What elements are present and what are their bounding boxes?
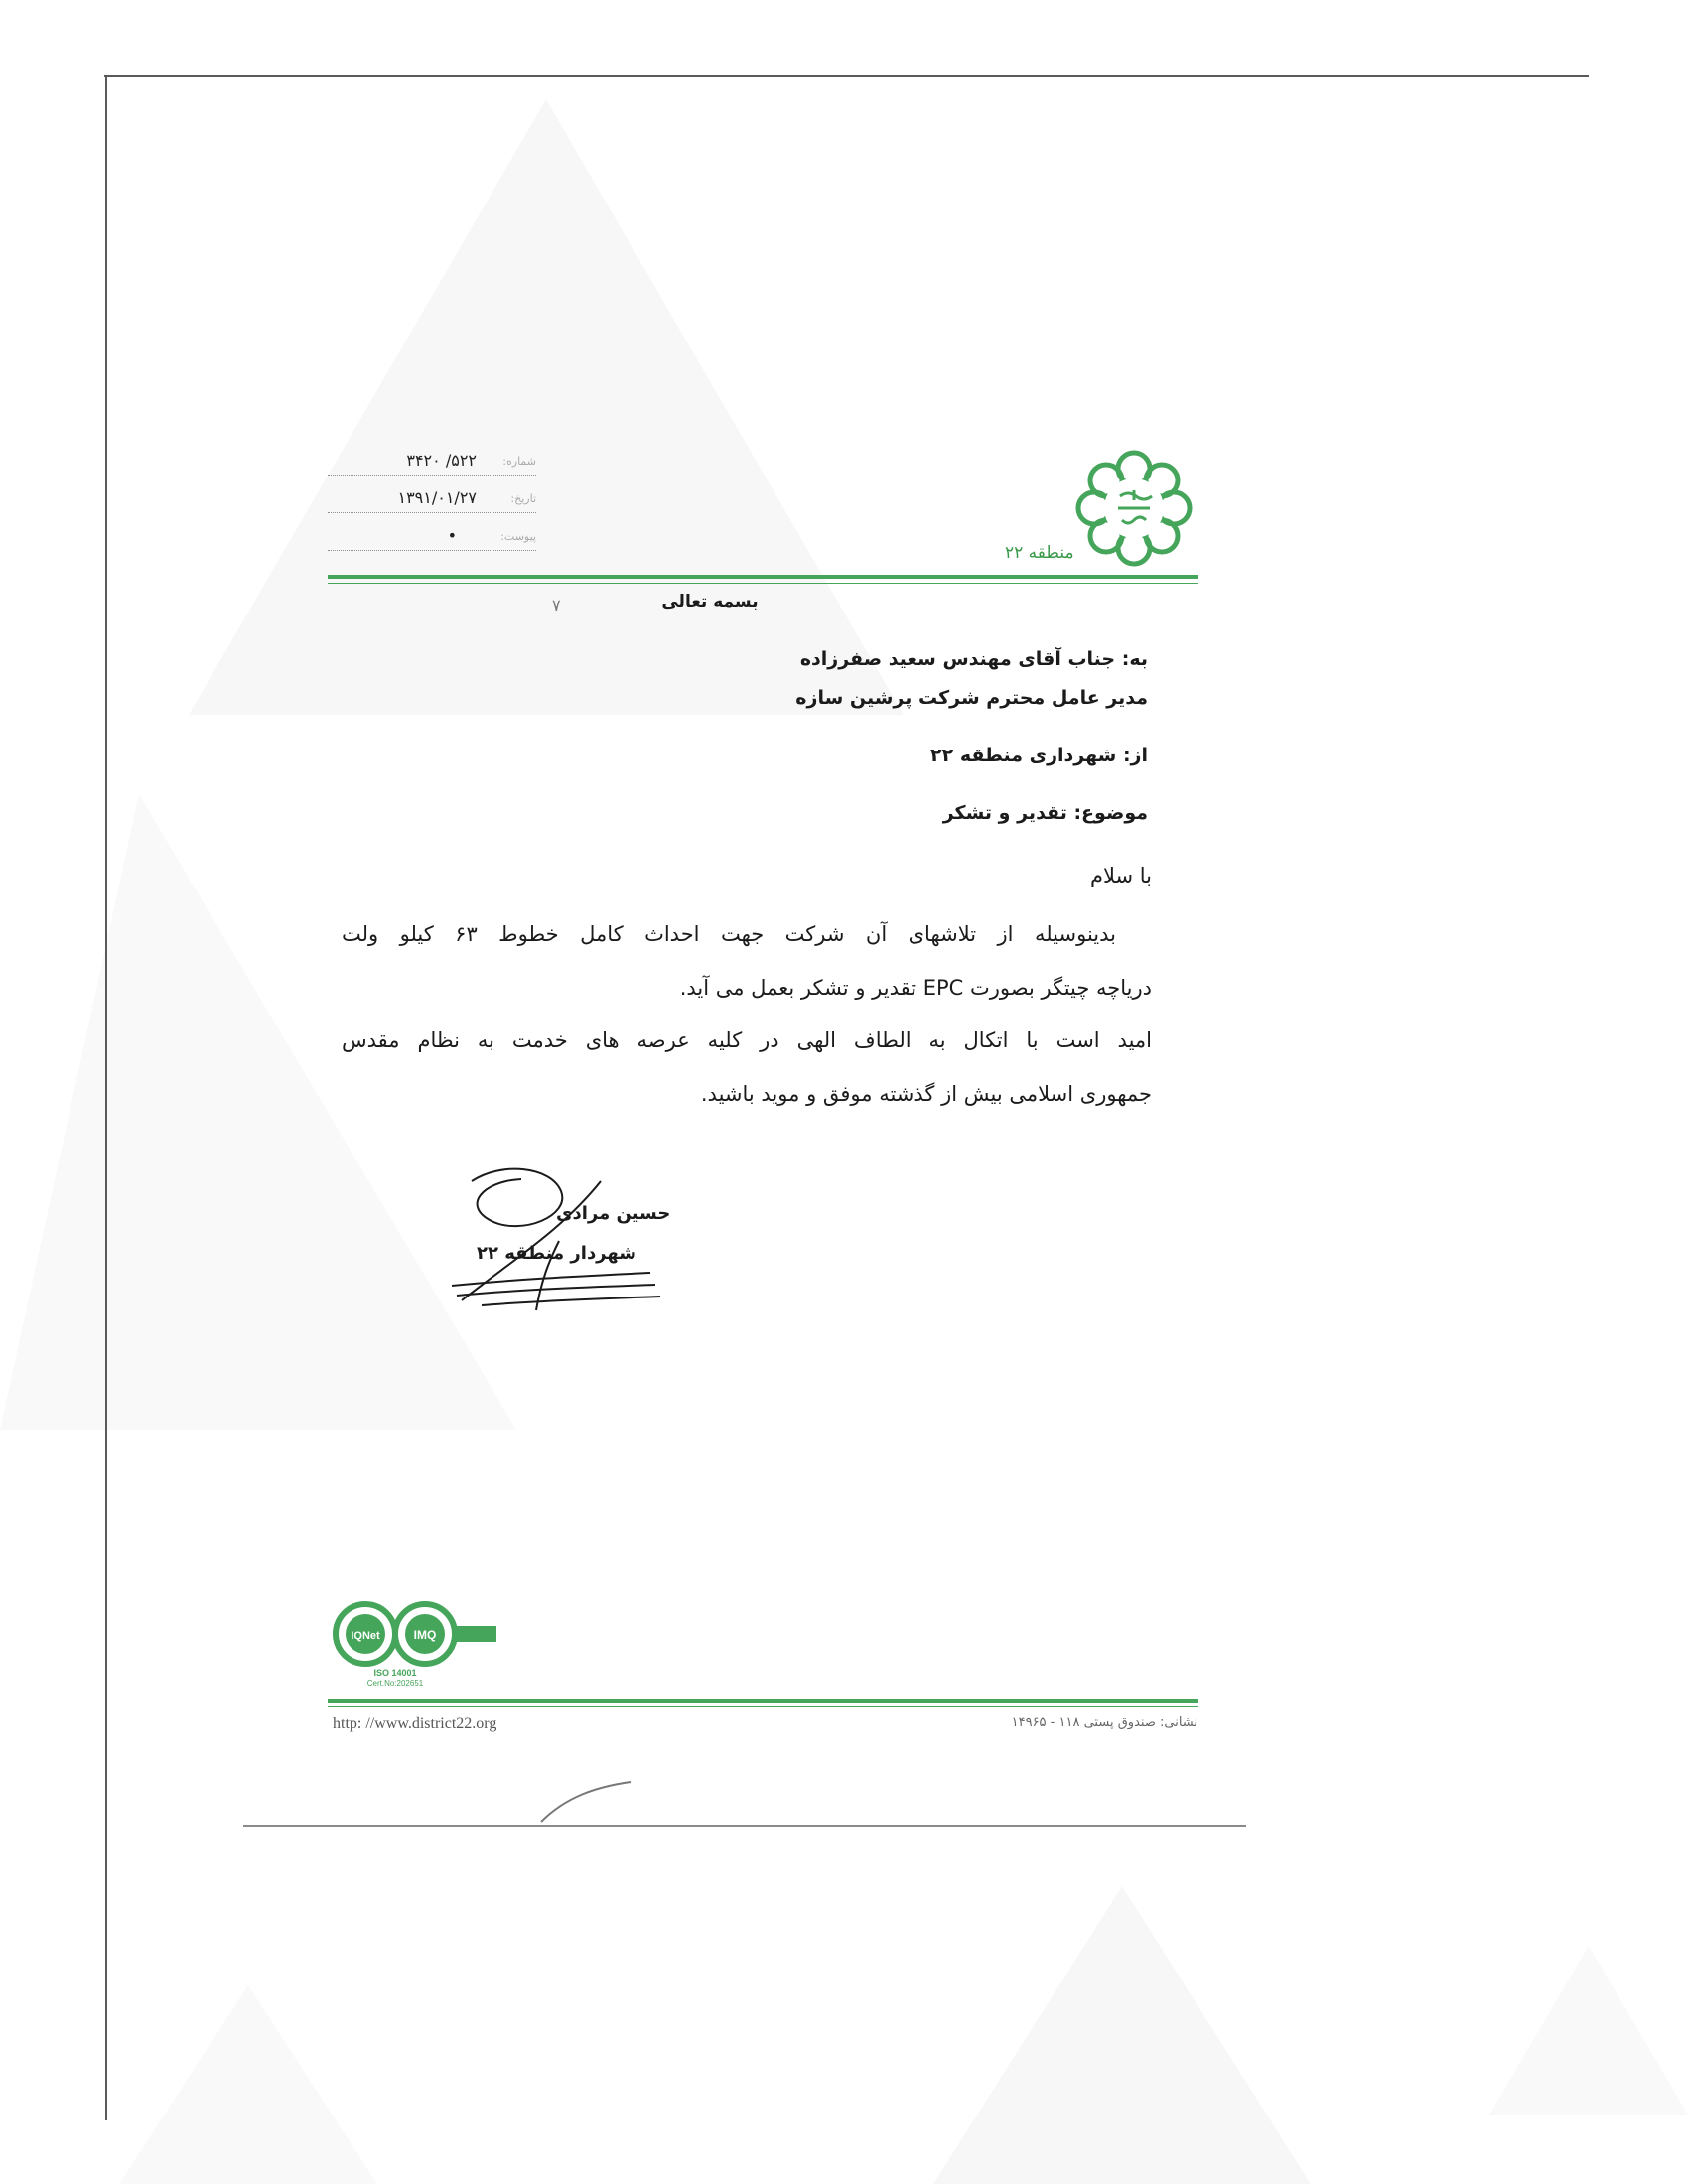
footer-rule [328, 1699, 1198, 1703]
body-line-2: دریاچه چیتگر بصورت EPC تقدیر و تشکر بعمل می آید. [679, 976, 1152, 1000]
attachment-label: پیوست: [500, 530, 536, 543]
scan-border-top [104, 75, 1589, 77]
to-line: به: جناب آقای مهندس سعید صفرزاده [799, 648, 1148, 670]
date-label: تاریخ: [510, 492, 536, 505]
body-line-4: جمهوری اسلامی بیش از گذشته موفق و موید باشید. [700, 1082, 1152, 1106]
iso-cert-number: Cert.No:202651 [366, 1679, 424, 1688]
attachment-row [328, 528, 536, 551]
date-value: ۱۳۹۱/۰۱/۲۷ [397, 488, 477, 507]
municipality-logo [1072, 447, 1196, 571]
body-line-3: امید است با اتکال به الطاف الهی در کلیه عرصه های خدمت به نظام مقدس [342, 1028, 1152, 1052]
scan-border-bottom [243, 1825, 1246, 1827]
number-label: شماره: [502, 455, 536, 468]
iso-standard-label: ISO 14001 [373, 1668, 417, 1678]
scan-border-left [105, 75, 107, 2120]
number-value: ۵۲۲/ ۳۴۲۰ [406, 451, 477, 470]
header-rule [328, 575, 1198, 579]
footer-website-link[interactable]: http: //www.district22.org [333, 1715, 497, 1732]
footer-rule-thin [328, 1706, 1198, 1707]
body-line-1: بدینوسیله از تلاشهای آن شرکت جهت احداث کامل خطوط ۶۳ کیلو ولت [342, 922, 1116, 946]
title-line: مدیر عامل محترم شرکت پرشین سازه [795, 687, 1148, 709]
footer-postal-address: نشانی: صندوق پستی ۱۱۸ - ۱۴۹۶۵ [1011, 1715, 1197, 1730]
subject-line: موضوع: تقدیر و تشکر [942, 802, 1148, 824]
greeting: با سلام [1089, 864, 1152, 887]
signatory-position: شهردار منطقه ۲۲ [477, 1243, 636, 1264]
signature-scribble [442, 1161, 670, 1315]
attachment-value: • [447, 526, 457, 545]
header-rule-thin [328, 583, 1198, 584]
iso-certification-badge [326, 1600, 504, 1688]
scan-mark: ٧ [552, 596, 561, 614]
date-row [328, 490, 536, 513]
region-label: منطقه ۲۲ [1005, 543, 1074, 563]
from-line: از: شهرداری منطقه ۲۲ [930, 745, 1148, 766]
signatory-name: حسین مرادی [556, 1203, 671, 1224]
scan-stroke-mark [536, 1777, 635, 1827]
number-row [328, 453, 536, 476]
iso-badge-left-label: IQNet [351, 1630, 380, 1642]
iso-badge-right-label: IMQ [413, 1628, 437, 1642]
bismillah: بسمه تعالی [661, 592, 759, 612]
